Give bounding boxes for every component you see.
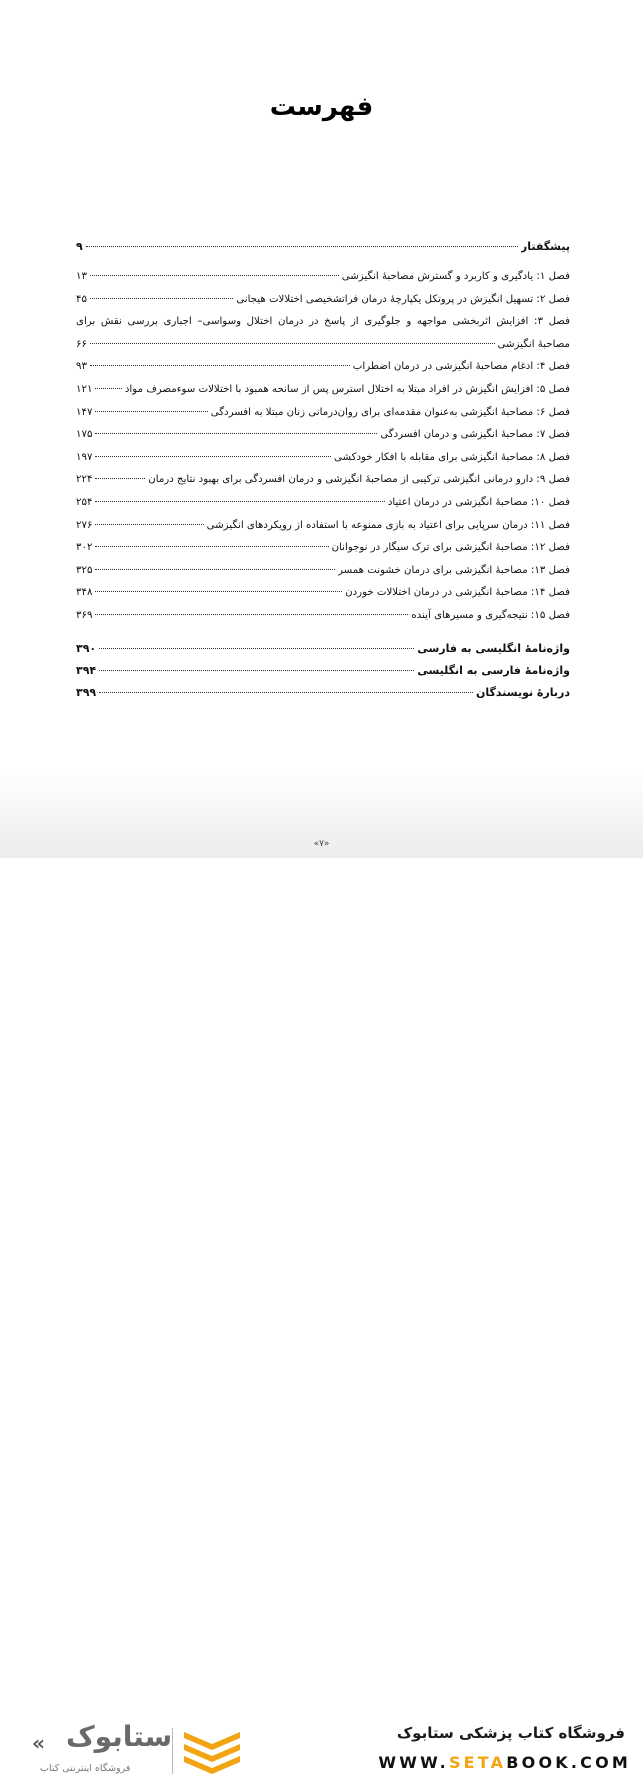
toc-entry-page: ۱۲۱: [76, 383, 93, 395]
dot-leader: [99, 670, 414, 671]
toc-entry-page: ۳۴۸: [76, 587, 93, 599]
toc-entry-glossary-fa-en: [76, 660, 570, 682]
toc-entry-page: ۲۵۴: [76, 496, 93, 508]
toc-entry-glossary-en-fa: [76, 638, 570, 660]
brand-logo-word: ستابوک: [66, 1720, 173, 1753]
page-number: «۷»: [313, 839, 330, 849]
toc-entry-page: ۳۲۵: [76, 564, 93, 576]
toc-entry-title: فصل ۴: ادغام مصاحبهٔ انگیزشی در درمان اضطراب: [352, 361, 570, 373]
toc-entry-chapter-1: [76, 266, 570, 289]
toc-entry-chapter-13: [76, 560, 570, 583]
dot-leader: [90, 298, 233, 299]
toc-entry-chapter-3: [76, 334, 570, 357]
toc-entry-page: ۴۵: [76, 293, 87, 305]
dot-leader: [90, 343, 495, 344]
toc-entry-title: فصل ۸: مصاحبهٔ انگیزشی برای مقابله با افکار خودکشی: [334, 451, 570, 463]
dot-leader: [95, 614, 408, 615]
toc-entry-chapter-11: [76, 515, 570, 538]
toc-entry-chapter-2: [76, 289, 570, 312]
toc-entry-title: فصل ۲: تسهیل انگیزش در پروتکل یکپارچهٔ درمان فراتشخیصی اختلالات هیجانی: [236, 293, 570, 305]
dot-leader: [99, 692, 473, 693]
dot-leader: [95, 411, 207, 412]
toc-entry-title: واژه‌نامهٔ فارسی به انگلیسی: [417, 663, 570, 677]
toc-entry-page: ۹۳: [76, 361, 87, 373]
toc-entry-chapter-14: [76, 582, 570, 605]
toc-entry-chapter-10: [76, 492, 570, 515]
toc-entry-title: فصل ۵: افزایش انگیزش در افراد مبتلا به اختلال استرس پس از سانحه همبود با اختلالات سوءمصرف مواد: [124, 383, 570, 395]
toc-entry-chapter-12: [76, 537, 570, 560]
toc-entry-page: ۱۹۷: [76, 451, 93, 463]
toc-entry-page: ۳۶۹: [76, 609, 93, 621]
dot-leader: [90, 275, 339, 276]
toc-entry-page: ۱۷۵: [76, 429, 93, 441]
toc-entry-title: فصل ۹: دارو درمانی انگیزشی ترکیبی از مصاحبهٔ انگیزشی و درمان افسردگی برای بهبود نتایج درمان: [148, 474, 570, 486]
toc-entry-page: ۹: [76, 240, 83, 253]
dot-leader: [86, 246, 518, 247]
dot-leader: [95, 501, 384, 502]
toc-entry-chapter-4: [76, 356, 570, 379]
toc-entry-page: ۶۶: [76, 338, 87, 350]
dot-leader: [95, 388, 121, 389]
double-chevron-icon: «: [32, 1731, 39, 1755]
toc-entry-page: ۲۷۶: [76, 519, 93, 531]
toc-entry-title: واژه‌نامهٔ انگلیسی به فارسی: [417, 641, 570, 655]
toc-entry-title: فصل ۱۱: درمان سرپایی برای اعتیاد به بازی ممنوعه با استفاده از رویکردهای انگیزشی: [206, 519, 570, 531]
toc-entry-preface: [76, 236, 570, 258]
toc-entry-title: فصل ۱۲: مصاحبهٔ انگیزشی برای ترک سیگار در نوجوانان: [331, 542, 570, 554]
dot-leader: [95, 478, 145, 479]
toc-entry-chapter-8: [76, 447, 570, 470]
toc-entry-title: فصل ۷: مصاحبهٔ انگیزشی و درمان افسردگی: [380, 429, 570, 441]
toc-entry-page: ۳۹۹: [76, 685, 97, 699]
toc-entry-chapter-7: [76, 424, 570, 447]
url-prefix: WWW.: [378, 1753, 449, 1772]
toc-entry-title: فصل ۶: مصاحبهٔ انگیزشی به‌عنوان مقدمه‌ای برای روان‌درمانی زنان مبتلا به افسردگی: [210, 406, 570, 418]
table-of-contents: [76, 236, 570, 704]
page-title: فهرست: [269, 92, 374, 122]
toc-entry-chapter-5: [76, 379, 570, 402]
dot-leader: [95, 546, 328, 547]
dot-leader: [90, 365, 350, 366]
toc-entry-title-continuation: مصاحبهٔ انگیزشی: [497, 338, 570, 350]
dot-leader: [95, 591, 342, 592]
toc-entry-title: فصل ۱۴: مصاحبهٔ انگیزشی در درمان اختلالات خوردن: [345, 587, 570, 599]
brand-tagline: فروشگاه اینترنتی کتاب: [40, 1763, 131, 1774]
watermark-banner: [0, 858, 643, 1774]
toc-entry-page: ۱۳: [76, 271, 87, 282]
toc-entry-title: فصل ۱۵: نتیجه‌گیری و مسیرهای آینده: [411, 609, 570, 621]
toc-entry-page: ۲۲۴: [76, 474, 93, 486]
logo-divider: [172, 1728, 173, 1774]
dot-leader: [95, 569, 335, 570]
toc-entry-chapter-9: [76, 469, 570, 492]
toc-entry-title: پیشگفتار: [520, 240, 570, 253]
shop-name: فروشگاه کتاب پزشکی ستابوک: [396, 1724, 625, 1742]
toc-entry-chapter-3-line-1: فصل ۳: افزایش اثربخشی مواجهه و جلوگیری از پاسخ در درمان اختلال وسواسی– اجباری بررسی نقش برای: [76, 316, 570, 328]
toc-entry-page: ۳۰۲: [76, 542, 93, 554]
toc-entry-page: ۱۴۷: [76, 406, 93, 418]
toc-entry-title: دربارهٔ نویسندگان: [475, 685, 570, 699]
shop-url[interactable]: [378, 1753, 631, 1772]
url-accent: SETA: [448, 1753, 507, 1772]
toc-entry-title: فصل ۱۰: مصاحبهٔ انگیزشی در درمان اعتیاد: [387, 496, 570, 508]
dot-leader: [95, 433, 377, 434]
dot-leader: [95, 456, 331, 457]
toc-entry-page: ۳۹۴: [76, 663, 97, 677]
toc-entry-chapter-15: [76, 605, 570, 628]
book-stack-logo-icon: [180, 1724, 244, 1774]
toc-entry-chapter-6: [76, 402, 570, 425]
toc-entry-page: ۳۹۰: [76, 641, 97, 655]
url-suffix: BOOK.COM: [506, 1753, 631, 1772]
toc-entry-title: فصل ۱۳: مصاحبهٔ انگیزشی برای درمان خشونت همسر: [338, 564, 570, 576]
dot-leader: [99, 648, 414, 649]
toc-entry-title: فصل ۱: یادگیری و کاربرد و گسترش مصاحبهٔ انگیزشی: [341, 271, 570, 282]
dot-leader: [95, 524, 203, 525]
toc-entry-about-authors: [76, 682, 570, 704]
